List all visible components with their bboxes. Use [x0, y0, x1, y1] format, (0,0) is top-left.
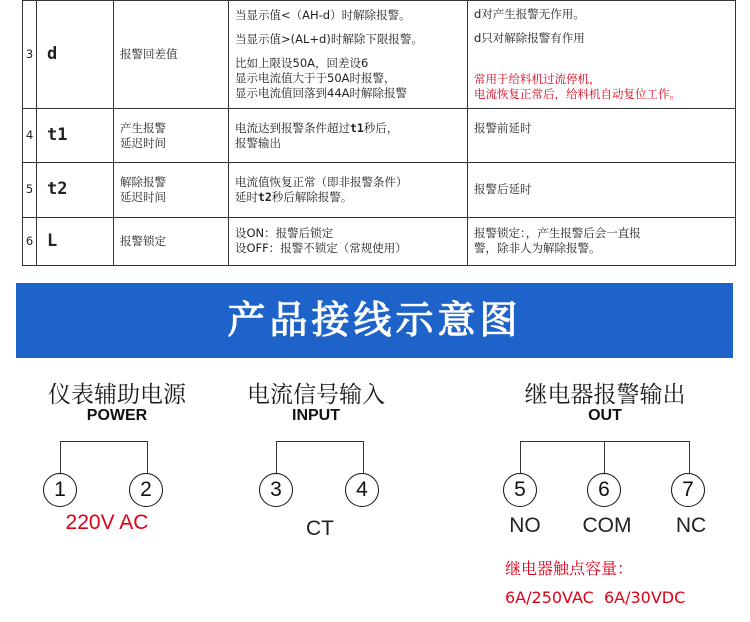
description-line: 显示电流值大于于50A时报警，: [235, 71, 396, 86]
row-number: 6: [23, 217, 37, 266]
table-row: [23, 217, 736, 266]
input-wire: [276, 441, 364, 476]
note-line: 报警后延时: [474, 182, 532, 197]
input-ct-label: CT: [306, 517, 334, 540]
parameter-code: d: [37, 1, 114, 109]
power-wire: [60, 441, 148, 476]
terminal-1: 1: [43, 473, 77, 507]
description-text: 秒后解除报警。: [271, 189, 353, 204]
parameter-code: t1: [37, 109, 114, 163]
parameter-note: [468, 163, 736, 217]
table-row: [23, 1, 736, 109]
description-line: 比如上限设50A，回差设6: [235, 56, 369, 71]
parameter-description: [229, 163, 468, 217]
note-line: 报警锁定：，产生报警后会一直报: [474, 226, 641, 241]
row-number: 3: [23, 1, 37, 109]
description-line: 当显示值<（AH-d）时解除报警。: [235, 8, 411, 23]
parameter-name-line: 产生报警: [120, 120, 166, 135]
input-group-title: 电流信号输入: [247, 382, 385, 408]
parameter-code: t2: [37, 163, 114, 217]
banner-title: 产品接线示意图: [227, 298, 522, 342]
note-line-red: 电流恢复正常后，给料机自动复位工作。: [474, 87, 681, 102]
terminal-5: 5: [503, 473, 537, 507]
terminal-4: 4: [345, 473, 379, 507]
description-text: 秒后，: [363, 120, 399, 135]
description-text: 延时: [235, 189, 258, 204]
description-line: 电流值恢复正常（即非报警条件）: [235, 174, 408, 189]
section-banner: [16, 283, 733, 358]
terminal-2: 2: [129, 473, 163, 507]
output-group-title: 继电器报警输出: [524, 382, 686, 408]
parameter-description: [229, 217, 468, 266]
output-wire: [520, 441, 690, 476]
input-group-subtitle: INPUT: [292, 407, 340, 424]
parameter-name: [114, 163, 229, 217]
terminal-6: 6: [587, 473, 621, 507]
terminal-7: 7: [671, 473, 705, 507]
parameter-note: [468, 109, 736, 163]
parameter-name-line: 延迟时间: [120, 135, 166, 150]
parameter-name: [114, 109, 229, 163]
power-voltage-label: 220V AC: [65, 511, 149, 534]
description-line: 设OFF：报警不锁定（常规使用）: [235, 241, 407, 256]
parameter-description: [229, 1, 468, 109]
note-line-red: 常用于给料机过流停机，: [474, 72, 601, 87]
note-line: d对产生报警无作用。: [474, 7, 585, 22]
parameter-name-line: 报警锁定: [120, 233, 166, 248]
parameter-table: [22, 0, 736, 266]
output-com-label: COM: [582, 514, 632, 537]
parameter-name: [114, 1, 229, 109]
parameter-note: [468, 217, 736, 266]
description-text: 电流达到报警条件超过: [235, 120, 350, 135]
relay-capacity-value: 6A/250VAC 6A/30VDC: [505, 588, 686, 607]
parameter-name-line: 解除报警: [120, 174, 166, 189]
power-group-subtitle: POWER: [86, 407, 148, 424]
parameter-name-line: 延迟时间: [120, 189, 166, 204]
table-row: [23, 109, 736, 163]
description-line: 当显示值>(AL+d)时解除下限报警。: [235, 32, 423, 47]
description-line: 报警输出: [235, 135, 281, 150]
relay-capacity-label: 继电器触点容量：: [505, 559, 634, 578]
note-line: 警，除非人为解除报警。: [474, 241, 601, 256]
parameter-name: [114, 217, 229, 266]
parameter-description: [229, 109, 468, 163]
table-row: [23, 163, 736, 217]
inline-parameter-code: t1: [350, 120, 364, 135]
note-line: 报警前延时: [474, 121, 532, 136]
parameter-name-line: 报警回差值: [120, 47, 178, 62]
description-line: [235, 190, 461, 205]
inline-parameter-code: t2: [258, 189, 272, 204]
power-group-title: 仪表辅助电源: [48, 382, 186, 408]
row-number: 4: [23, 109, 37, 163]
row-number: 5: [23, 163, 37, 217]
description-line: [235, 121, 461, 136]
output-group-subtitle: OUT: [588, 407, 622, 424]
note-line: d只对解除报警有作用: [474, 31, 585, 46]
output-wire-center: [604, 441, 605, 475]
parameter-code: L: [37, 217, 114, 266]
output-nc-label: NC: [675, 514, 707, 537]
output-no-label: NO: [509, 514, 541, 537]
description-line: 设ON：报警后锁定: [235, 226, 334, 241]
terminal-3: 3: [259, 473, 293, 507]
description-line: 显示电流值回落到44A时解除报警: [235, 86, 407, 101]
parameter-note: [468, 1, 736, 109]
